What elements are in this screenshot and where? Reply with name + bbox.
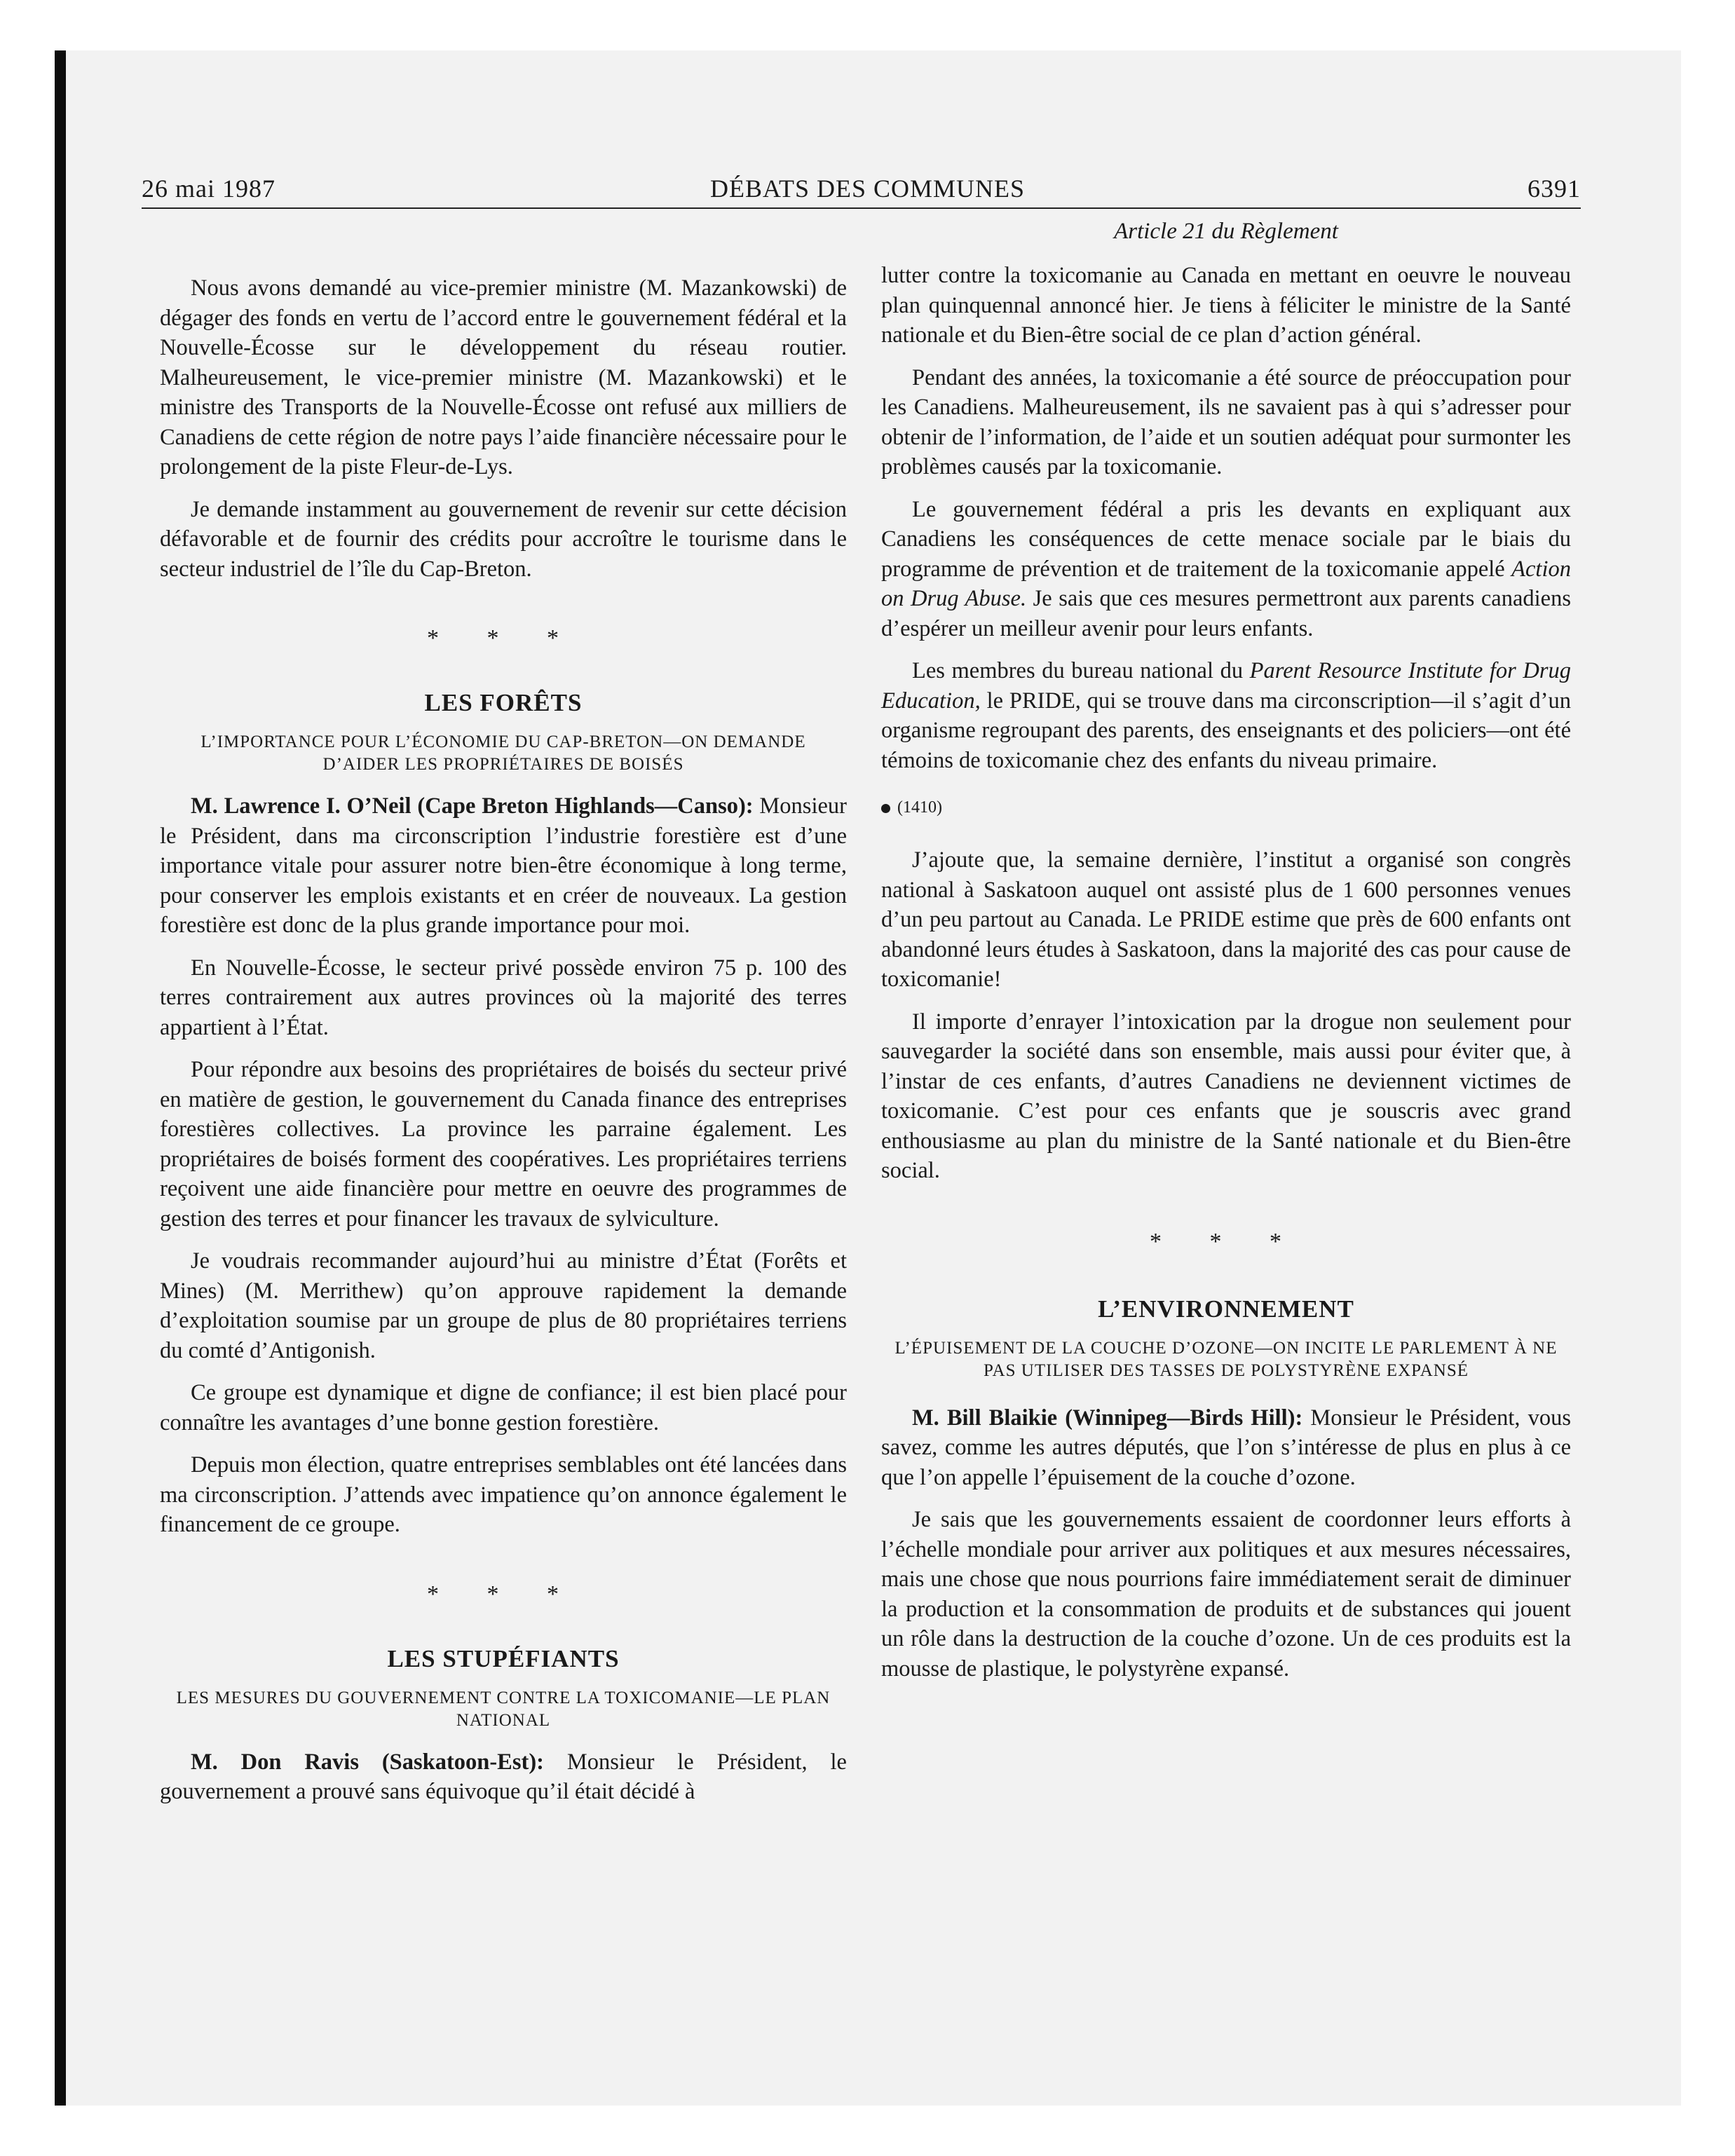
paragraph: Il importe d’enrayer l’intoxication par la drogue non seulement pour sauvegarder la société dans son ensemble, mais aussi pour éviter que, à l’instar de ces enfants, d’autres Canadiens ne deviennent victimes de toxicomanie. C’est pour ces enfants que je souscris avec grand enthousiasme au plan du ministre de la Santé nationale et du Bien-être social. [881,1009,1571,1183]
paragraph: Pendant des années, la toxicomanie a été source de préoccupation pour les Canadiens. Malheureusement, ils ne savaient pas à qui s’adresser pour obtenir de l’information, de l’aide et un soutien adéquat pour surmonter les problèmes causés par la toxicomanie. [881,364,1571,479]
section-subtitle-environnement: L’ÉPUISEMENT DE LA COUCHE D’OZONE—ON INCITE LE PARLEMENT À NE PAS UTILISER DES TASSES DE POLYSTYRÈNE EXPANSÉ [894,1338,1558,1380]
paragraph: Ce groupe est dynamique et digne de confiance; il est bien placé pour connaître les avantages d’une bonne gestion forestière. [160,1380,847,1435]
timestamp: (1410) [881,793,1571,821]
paragraph: Pour répondre aux besoins des propriétaires de boisés du secteur privé en matière de gestion, le gouvernement du Canada finance des entreprises forestières collectives. La province les parraine également. Les propriétaires de boisés forment des coopératives. Les propriétaires terriens reçoivent une aide financière pour mettre en oeuvre des programmes de gestion des terres et pour financer les travaux de sylviculture. [160,1057,847,1231]
section-subtitle-stupefiants: LES MESURES DU GOUVERNEMENT CONTRE LA TOXICOMANIE—LE PLAN NATIONAL [176,1688,831,1730]
paragraph: Le gouvernement fédéral a pris les devants en expliquant aux Canadiens les conséquences de cette menace sociale par le biais du programme de prévention et de traitement de la toxicomanie appelé Action on Drug Abuse. Je sais que ces mesures permettront aux parents canadiens d’espérer un meilleur avenir pour leurs enfants. [881,496,1571,641]
paragraph: lutter contre la toxicomanie au Canada en mettant en oeuvre le nouveau plan quinquennal annoncé hier. Je tiens à féliciter le ministre de la Santé nationale et du Bien-être social de ce plan d’action général. [881,263,1571,348]
header-date: 26 mai 1987 [142,175,275,203]
speaker-name: M. Lawrence I. O’Neil (Cape Breton Highlands—Canso): [191,793,754,819]
paragraph: Nous avons demandé au vice-premier ministre (M. Mazankowski) de dégager des fonds en vertu de l’accord entre le gouvernement fédéral et la Nouvelle-Écosse sur le développement du réseau routier. Malheureusement, le vice-premier ministre (M. Mazankowski) et le ministre des Transports de la Nouvelle-Écosse ont refusé aux milliers de Canadiens de cette région de notre pays l’aide financière nécessaire pour le prolongement de la piste Fleur-de-Lys. [160,275,847,479]
speech-oneil: M. Lawrence I. O’Neil (Cape Breton Highlands—Canso): Monsieur le Président, dans ma circonscription l’industrie forestière est d’une importance vitale pour assurer notre bien-être économique à long terme, pour conserver les emplois existants et en créer de nouveaux. La gestion forestière est donc de la plus grande importance pour moi. [160,793,847,938]
bullet-icon [881,804,890,813]
running-head: Article 21 du Règlement [1114,219,1338,244]
speech-blaikie: M. Bill Blaikie (Winnipeg—Birds Hill): Monsieur le Président, vous savez, comme les autres députés, que l’on s’intéresse de plus en plus à ce que l’on appelle l’épuisement de la couche d’ozone. [881,1405,1571,1490]
section-subtitle-forets: L’IMPORTANCE POUR L’ÉCONOMIE DU CAP-BRETON—ON DEMANDE D’AIDER LES PROPRIÉTAIRES DE BOISÉS [200,732,806,774]
paragraph: Les membres du bureau national du Parent Resource Institute for Drug Education, le PRIDE, qui se trouve dans ma circonscription—il s’agit d’un organisme regroupant des parents, des enseignants et des policiers—ont été témoins de toxicomanie chez des enfants du niveau primaire. [881,658,1571,773]
paragraph: Je demande instamment au gouvernement de revenir sur cette décision défavorable et de fournir des crédits pour accroître le tourisme dans le secteur industriel de l’île du Cap-Breton. [160,496,847,582]
section-separator: * * * [427,1581,580,1607]
paragraph: J’ajoute que, la semaine dernière, l’institut a organisé son congrès national à Saskatoon auquel ont assisté plus de 1 600 personnes venues d’un peu partout au Canada. Le PRIDE estime que près de 600 enfants ont abandonné leurs études à Saskatoon, dans la majorité des cas pour cause de toxicomanie! [881,847,1571,992]
section-title-stupefiants: LES STUPÉFIANTS [387,1644,620,1672]
header-title: DÉBATS DES COMMUNES [709,175,1026,203]
paragraph: En Nouvelle-Écosse, le secteur privé possède environ 75 p. 100 des terres contrairement aux autres provinces où la majorité des terres appartient à l’État. [160,955,847,1040]
section-title-forets: LES FORÊTS [424,689,583,716]
paragraph: Je sais que les gouvernements essaient de coordonner leurs efforts à l’échelle mondiale pour arriver aux politiques et aux mesures nécessaires, mais une chose que nous pourrions faire immédiatement serait de diminuer la production et la consommation de produits et de substances qui jouent un rôle dans la destruction de la couche d’ozone. Un de ces produits est la mousse de plastique, le polystyrène expansé. [881,1507,1571,1681]
paragraph: Depuis mon élection, quatre entreprises semblables ont été lancées dans ma circonscription. J’attends avec impatience qu’on annonce également le financement de ce groupe. [160,1452,847,1537]
section-separator: * * * [1150,1228,1302,1255]
section-separator: * * * [427,625,580,651]
speaker-name: M. Bill Blaikie (Winnipeg—Birds Hill): [912,1405,1303,1431]
speech-ravis: M. Don Ravis (Saskatoon-Est): Monsieur le Président, le gouvernement a prouvé sans équivoque qu’il était décidé à [160,1749,847,1804]
paragraph: Je voudrais recommander aujourd’hui au ministre d’État (Forêts et Mines) (M. Merrithew) qu’on approuve rapidement la demande d’exploitation soumise par un groupe de plus de 80 propriétaires terriens du comté d’Antigonish. [160,1248,847,1363]
header-rule [142,207,1581,209]
scan-binding-edge [55,50,66,2106]
header-page-number: 6391 [1528,175,1581,203]
speaker-name: M. Don Ravis (Saskatoon-Est): [191,1749,544,1775]
left-column [160,217,847,1807]
right-column [881,217,1571,1684]
section-title-environnement: L’ENVIRONNEMENT [1098,1295,1354,1323]
